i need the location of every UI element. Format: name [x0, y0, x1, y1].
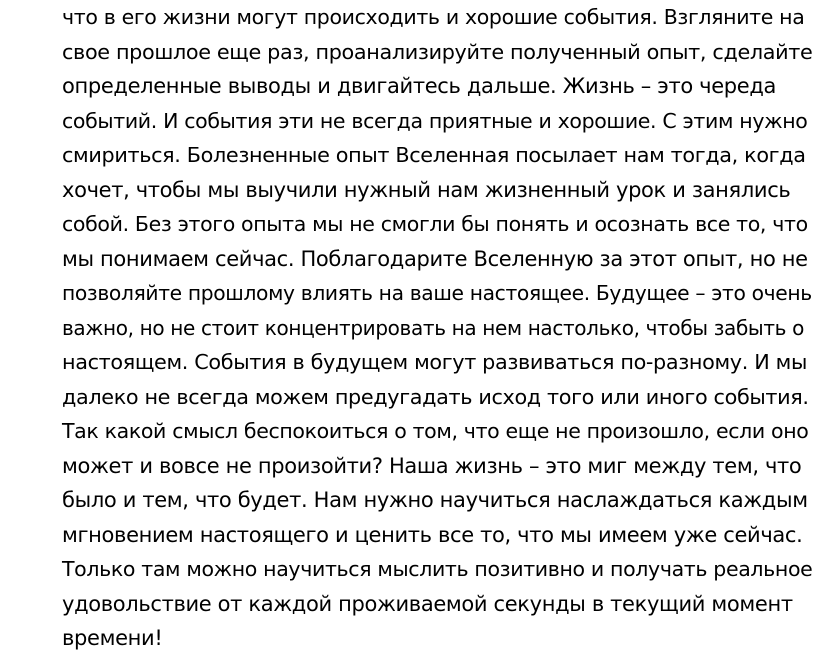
text-line: было и тем, что будет. Нам нужно научиться наслаждаться каждым — [62, 488, 808, 512]
text-line: мгновением настоящего и ценить все то, что мы имеем уже сейчас. — [62, 522, 803, 547]
text-line: далеко не всегда можем предугадать исход того или иного события. — [62, 384, 809, 409]
text-line: Только там можно научиться мыслить позитивно и получать реальное — [62, 557, 813, 581]
text-line: позволяйте прошлому влиять на ваше настоящее. Будущее – это очень — [62, 281, 812, 305]
text-line: может и вовсе не произойти? Наша жизнь – это миг между тем, что — [62, 453, 802, 478]
text-line: важно, но не стоит концентрировать на нем настолько, чтобы забыть о — [62, 315, 804, 340]
text-line: смириться. Болезненные опыт Вселенная посылает нам тогда, когда — [62, 143, 806, 167]
text-line: событий. И события эти не всегда приятные и хорошие. С этим нужно — [62, 108, 808, 133]
text-line: удовольствие от каждой проживаемой секунды в текущий момент — [62, 591, 793, 616]
text-line: что в его жизни могут происходить и хорошие события. Взгляните на — [62, 5, 805, 29]
text-line: свое прошлое еще раз, проанализируйте полученный опыт, сделайте — [62, 39, 813, 64]
body-paragraph — [62, 0, 812, 656]
text-line: мы понимаем сейчас. Поблагодарите Вселенную за этот опыт, но не — [62, 246, 808, 271]
text-line: Так какой смысл беспокоиться о том, что еще не произошло, если оно — [62, 419, 809, 443]
text-line: времени! — [62, 626, 163, 650]
text-line: настоящем. События в будущем могут развиваться по-разному. И мы — [62, 350, 807, 374]
text-line: определенные выводы и двигайтесь дальше. Жизнь – это череда — [62, 74, 777, 98]
text-line: хочет, чтобы мы выучили нужный нам жизненный урок и занялись — [62, 177, 791, 202]
text-line: собой. Без этого опыта мы не смогли бы понять и осознать все то, что — [62, 212, 808, 236]
